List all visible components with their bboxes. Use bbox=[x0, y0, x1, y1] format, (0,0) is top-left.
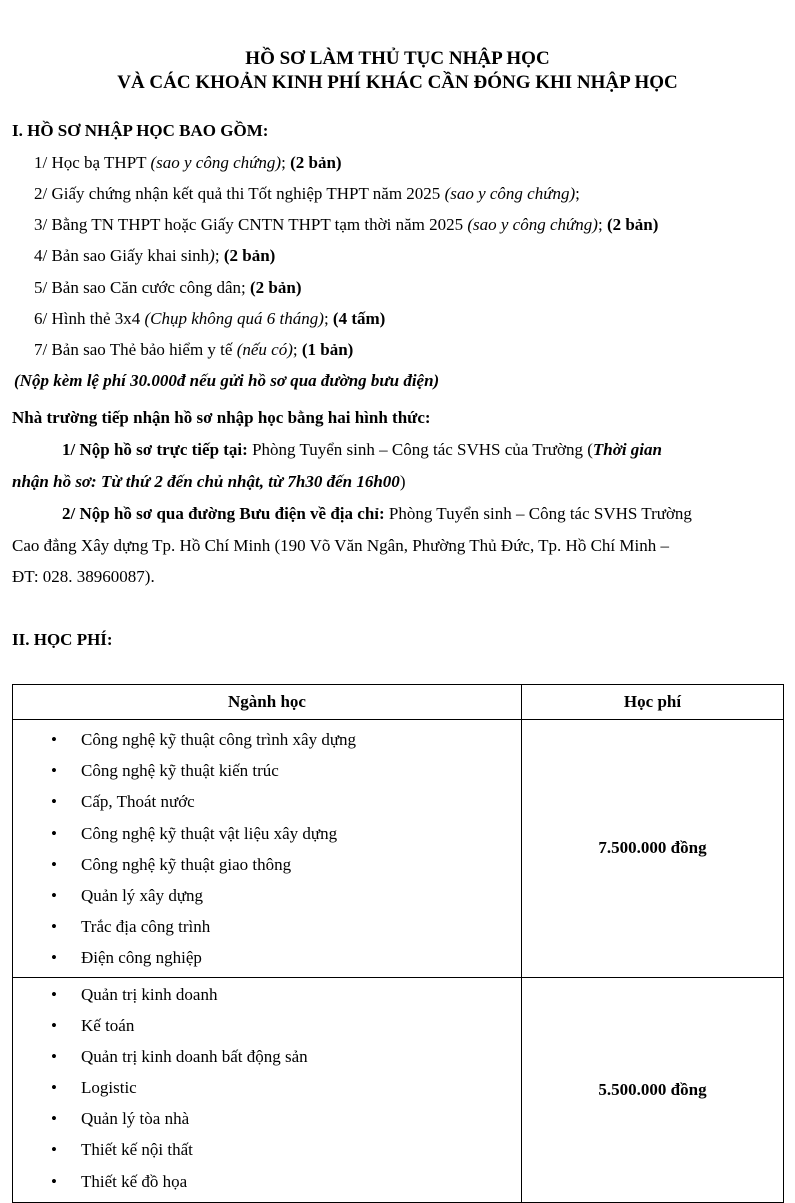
document-title-line2: VÀ CÁC KHOẢN KINH PHÍ KHÁC CẦN ĐÓNG KHI NHẬP HỌC bbox=[117, 72, 678, 93]
bullet-icon: • bbox=[51, 854, 57, 874]
requirement-item-6: 6/ Hình thẻ 3x4 (Chụp không quá 6 tháng); (4 tấm) bbox=[34, 309, 386, 328]
bullet-icon: • bbox=[51, 823, 57, 843]
list-item: • Quản trị kinh doanh bất động sản bbox=[13, 1041, 521, 1072]
tuition-table bbox=[12, 684, 784, 1203]
post-submission-line2: Cao đẳng Xây dựng Tp. Hồ Chí Minh (190 Võ Văn Ngân, Phường Thủ Đức, Tp. Hồ Chí Minh – bbox=[12, 536, 669, 555]
bullet-icon: • bbox=[51, 984, 57, 1004]
bullet-icon: • bbox=[51, 917, 57, 937]
bullet-icon: • bbox=[51, 1046, 57, 1066]
bullet-icon: • bbox=[51, 1015, 57, 1035]
bullet-icon: • bbox=[51, 1109, 57, 1129]
postal-fee-note: (Nộp kèm lệ phí 30.000đ nếu gửi hồ sơ qua đường bưu điện) bbox=[14, 371, 440, 390]
majors-list bbox=[13, 978, 521, 1202]
majors-list bbox=[13, 720, 521, 977]
majors-cell bbox=[13, 977, 522, 1202]
list-item: • Quản trị kinh doanh bbox=[13, 979, 521, 1010]
requirement-item-7: 7/ Bản sao Thẻ bảo hiểm y tế (nếu có); (1 bản) bbox=[34, 340, 354, 359]
bullet-icon: • bbox=[51, 792, 57, 812]
requirement-item-3: 3/ Bằng TN THPT hoặc Giấy CNTN THPT tạm thời năm 2025 (sao y công chứng); (2 bản) bbox=[34, 215, 659, 234]
header-major: Ngành học bbox=[13, 685, 522, 720]
list-item: • Quản lý xây dựng bbox=[13, 880, 521, 911]
section1-heading: I. HỒ SƠ NHẬP HỌC BAO GỒM: bbox=[12, 121, 269, 140]
fee-cell: 7.500.000 đồng bbox=[522, 720, 784, 978]
list-item: • Logistic bbox=[13, 1072, 521, 1103]
table-header-row bbox=[13, 685, 784, 720]
list-item: • Công nghệ kỹ thuật công trình xây dựng bbox=[13, 724, 521, 755]
list-item: • Cấp, Thoát nước bbox=[13, 786, 521, 817]
section2-heading: II. HỌC PHÍ: bbox=[12, 630, 113, 649]
bullet-icon: • bbox=[51, 761, 57, 781]
bullet-icon: • bbox=[51, 730, 57, 749]
direct-submission-line1: 1/ Nộp hồ sơ trực tiếp tại: Phòng Tuyển sinh – Công tác SVHS của Trường (Thời gian bbox=[62, 440, 662, 459]
fee-cell: 5.500.000 đồng bbox=[522, 977, 784, 1202]
requirement-item-5: 5/ Bản sao Căn cước công dân; (2 bản) bbox=[34, 278, 302, 297]
list-item: • Quản lý tòa nhà bbox=[13, 1103, 521, 1134]
bullet-icon: • bbox=[51, 1078, 57, 1098]
bullet-icon: • bbox=[51, 885, 57, 905]
direct-submission-line2: nhận hồ sơ: Từ thứ 2 đến chủ nhật, từ 7h30 đến 16h00) bbox=[12, 472, 406, 491]
bullet-icon: • bbox=[51, 1140, 57, 1160]
submission-heading: Nhà trường tiếp nhận hồ sơ nhập học bằng hai hình thức: bbox=[12, 408, 431, 427]
bullet-icon: • bbox=[51, 948, 57, 968]
requirement-item-4: 4/ Bản sao Giấy khai sinh); (2 bản) bbox=[34, 246, 276, 265]
majors-cell bbox=[13, 720, 522, 978]
list-item: • Kế toán bbox=[13, 1010, 521, 1041]
document-title-line1: HỒ SƠ LÀM THỦ TỤC NHẬP HỌC bbox=[245, 48, 550, 69]
list-item: • Trắc địa công trình bbox=[13, 911, 521, 942]
list-item: • Công nghệ kỹ thuật giao thông bbox=[13, 849, 521, 880]
table-row bbox=[13, 977, 784, 1202]
list-item: • Điện công nghiệp bbox=[13, 942, 521, 973]
post-submission-line1: 2/ Nộp hồ sơ qua đường Bưu điện về địa chỉ: Phòng Tuyển sinh – Công tác SVHS Trường bbox=[62, 504, 692, 523]
requirement-item-1: 1/ Học bạ THPT (sao y công chứng); (2 bản) bbox=[34, 153, 342, 172]
list-item: • Thiết kế đồ họa bbox=[13, 1166, 521, 1197]
table-row bbox=[13, 720, 784, 978]
requirement-item-2: 2/ Giấy chứng nhận kết quả thi Tốt nghiệp THPT năm 2025 (sao y công chứng); bbox=[34, 184, 580, 203]
bullet-icon: • bbox=[51, 1171, 57, 1191]
post-submission-line3: ĐT: 028. 38960087). bbox=[12, 567, 155, 586]
list-item: • Công nghệ kỹ thuật vật liệu xây dựng bbox=[13, 818, 521, 849]
header-fee: Học phí bbox=[522, 685, 784, 720]
list-item: • Công nghệ kỹ thuật kiến trúc bbox=[13, 755, 521, 786]
list-item: • Thiết kế nội thất bbox=[13, 1134, 521, 1165]
